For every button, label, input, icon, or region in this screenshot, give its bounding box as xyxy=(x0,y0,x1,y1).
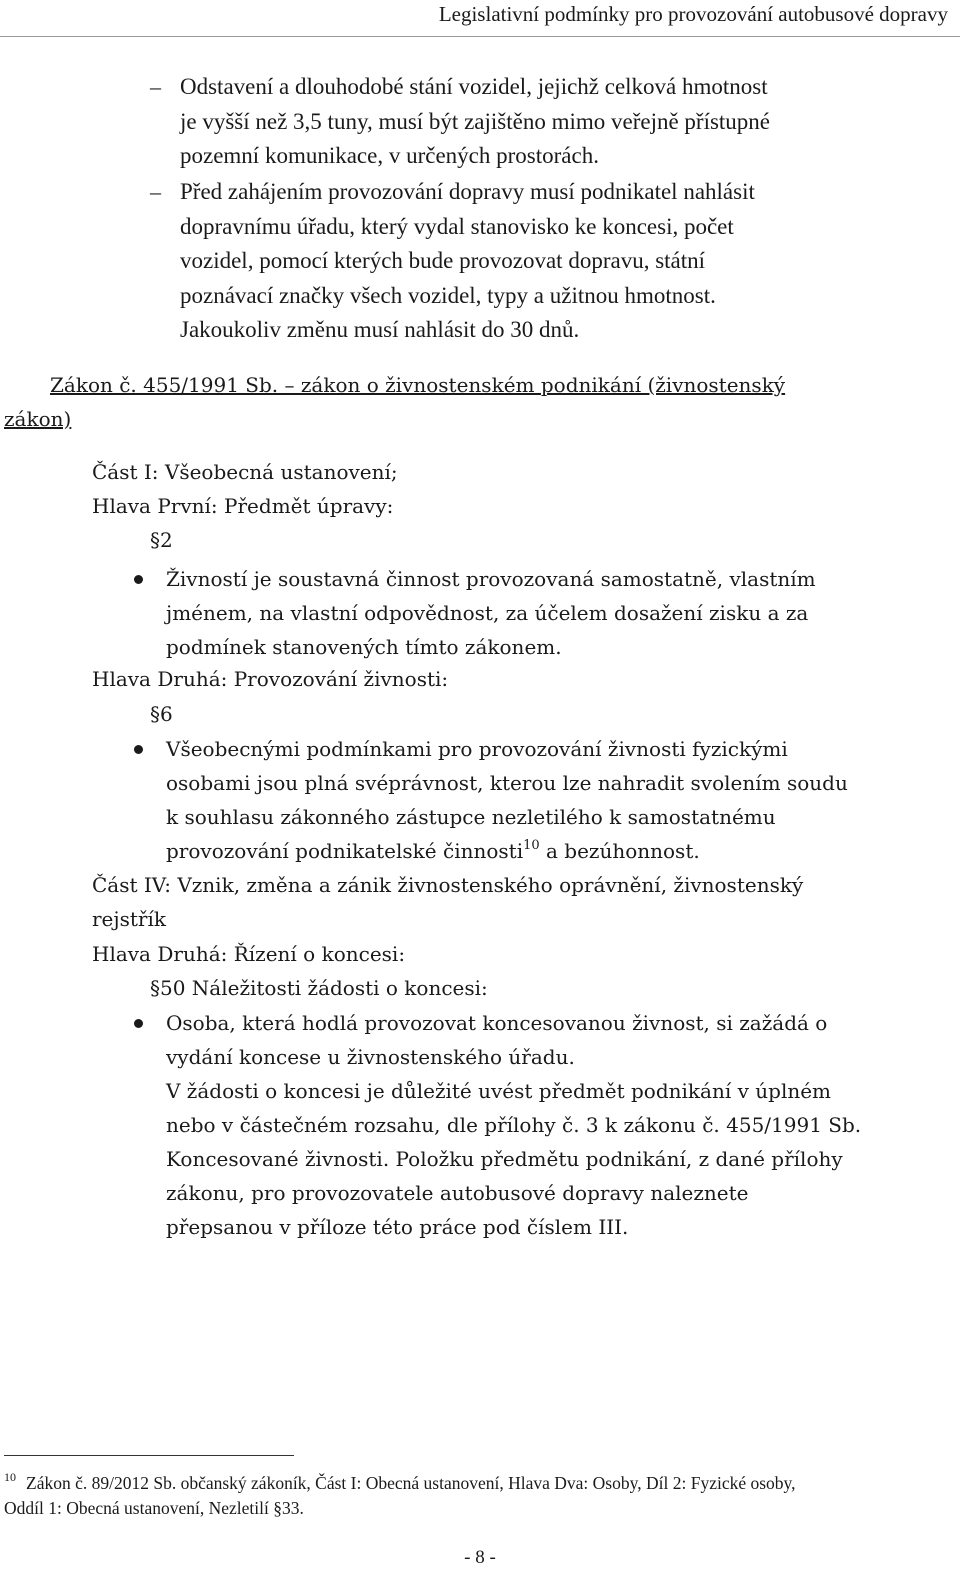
part-heading-continued: rejstřík xyxy=(92,907,166,931)
text-line: dopravnímu úřadu, který vydal stanovisko ke koncesi, počet xyxy=(180,213,734,239)
law-reference xyxy=(50,368,930,402)
text-line: osobami jsou plná svéprávnost, kterou lze nahradit svolením soudu xyxy=(166,771,848,795)
section-heading: §2 xyxy=(150,528,173,552)
text-line: nebo v částečném rozsahu, dle přílohy č. 3 k zákonu č. 455/1991 Sb. xyxy=(166,1113,862,1137)
footnote-number: 10 xyxy=(4,1470,16,1484)
text-line: Živností je soustavná činnost provozovaná samostatně, vlastním xyxy=(166,567,816,591)
text-line: podmínek stanovených tímto zákonem. xyxy=(166,635,562,659)
text-line: Osoba, která hodlá provozovat koncesovanou živnost, si zažádá o xyxy=(166,1011,828,1035)
text-line: jménem, na vlastní odpovědnost, za účelem dosažení zisku a za xyxy=(166,601,809,625)
bullet-icon xyxy=(134,575,143,584)
text-line: Koncesované živnosti. Položku předmětu podnikání, z dané přílohy xyxy=(166,1147,843,1171)
footnote xyxy=(4,1471,944,1521)
bullet-paragraph xyxy=(166,562,926,664)
text-line: Všeobecnými podmínkami pro provozování živnosti fyzickými xyxy=(166,737,788,761)
text-line: Jakoukoliv změnu musí nahlásit do 30 dnů. xyxy=(180,317,580,342)
bullet-icon xyxy=(134,745,143,754)
bullet-paragraph xyxy=(166,1006,926,1244)
text-line: V žádosti o koncesi je důležité uvést předmět podnikání v úplném xyxy=(166,1079,832,1103)
text-line: k souhlasu zákonného zástupce nezletilého k samostatnému xyxy=(166,805,776,829)
text-line: přepsanou v příloze této práce pod číslem III. xyxy=(166,1215,629,1239)
section-heading: §6 xyxy=(150,702,173,726)
header-divider xyxy=(0,36,960,37)
text-line: Odstavení a dlouhodobé stání vozidel, jejichž celková hmotnost xyxy=(180,74,768,99)
text-line: vozidel, pomocí kterých bude provozovat dopravu, státní xyxy=(180,248,706,273)
footnote-text: Zákon č. 89/2012 Sb. občanský zákoník, Část I: Obecná ustanovení, Hlava Dva: Osoby, Díl 2: Fyzické osoby, xyxy=(26,1473,796,1493)
section-heading: §50 Náležitosti žádosti o koncesi: xyxy=(150,976,488,1000)
text-segment: a bezúhonnost. xyxy=(539,839,700,863)
bullet-paragraph xyxy=(166,732,926,868)
page-number: - 8 - xyxy=(464,1547,496,1568)
footnote-separator xyxy=(4,1455,294,1456)
footnote-line xyxy=(4,1471,944,1496)
dash-item xyxy=(150,70,771,174)
part-heading: Část IV: Vznik, změna a zánik živnostenského oprávnění, živnostenský xyxy=(92,873,804,897)
dash-item xyxy=(150,175,755,348)
text-line: je vyšší než 3,5 tuny, musí být zajištěno mimo veřejně přístupné xyxy=(180,108,771,134)
dash-marker: – xyxy=(150,74,161,99)
law-reference-continued xyxy=(4,402,71,436)
dash-marker: – xyxy=(150,179,161,204)
text-line: poznávací značky všech vozidel, typy a užitnou hmotnost. xyxy=(180,282,716,308)
chapter-heading: Hlava Druhá: Provozování živnosti: xyxy=(92,667,449,691)
text-line: pozemní komunikace, v určených prostorách. xyxy=(180,143,599,168)
text-line: Před zahájením provozování dopravy musí podnikatel nahlásit xyxy=(180,179,755,204)
text-segment: provozování podnikatelské činnosti xyxy=(166,839,524,863)
footnote-line: Oddíl 1: Obecná ustanovení, Nezletilí §33. xyxy=(4,1498,304,1518)
text-line: vydání koncese u živnostenského úřadu. xyxy=(166,1045,575,1069)
running-header: Legislativní podmínky pro provozování autobusové dopravy xyxy=(438,2,948,26)
part-heading: Část I: Všeobecná ustanovení; xyxy=(92,460,398,484)
chapter-heading: Hlava Druhá: Řízení o koncesi: xyxy=(92,942,406,966)
text-line: zákonu, pro provozovatele autobusové dopravy naleznete xyxy=(166,1181,749,1205)
law-title-line: zákon) xyxy=(4,407,72,431)
text-line xyxy=(166,834,926,868)
footnote-reference[interactable]: 10 xyxy=(523,838,540,853)
bullet-icon xyxy=(134,1019,143,1028)
chapter-heading: Hlava První: Předmět úpravy: xyxy=(92,494,394,518)
law-title-line: Zákon č. 455/1991 Sb. – zákon o živnostenském podnikání (živnostenský xyxy=(50,373,786,397)
